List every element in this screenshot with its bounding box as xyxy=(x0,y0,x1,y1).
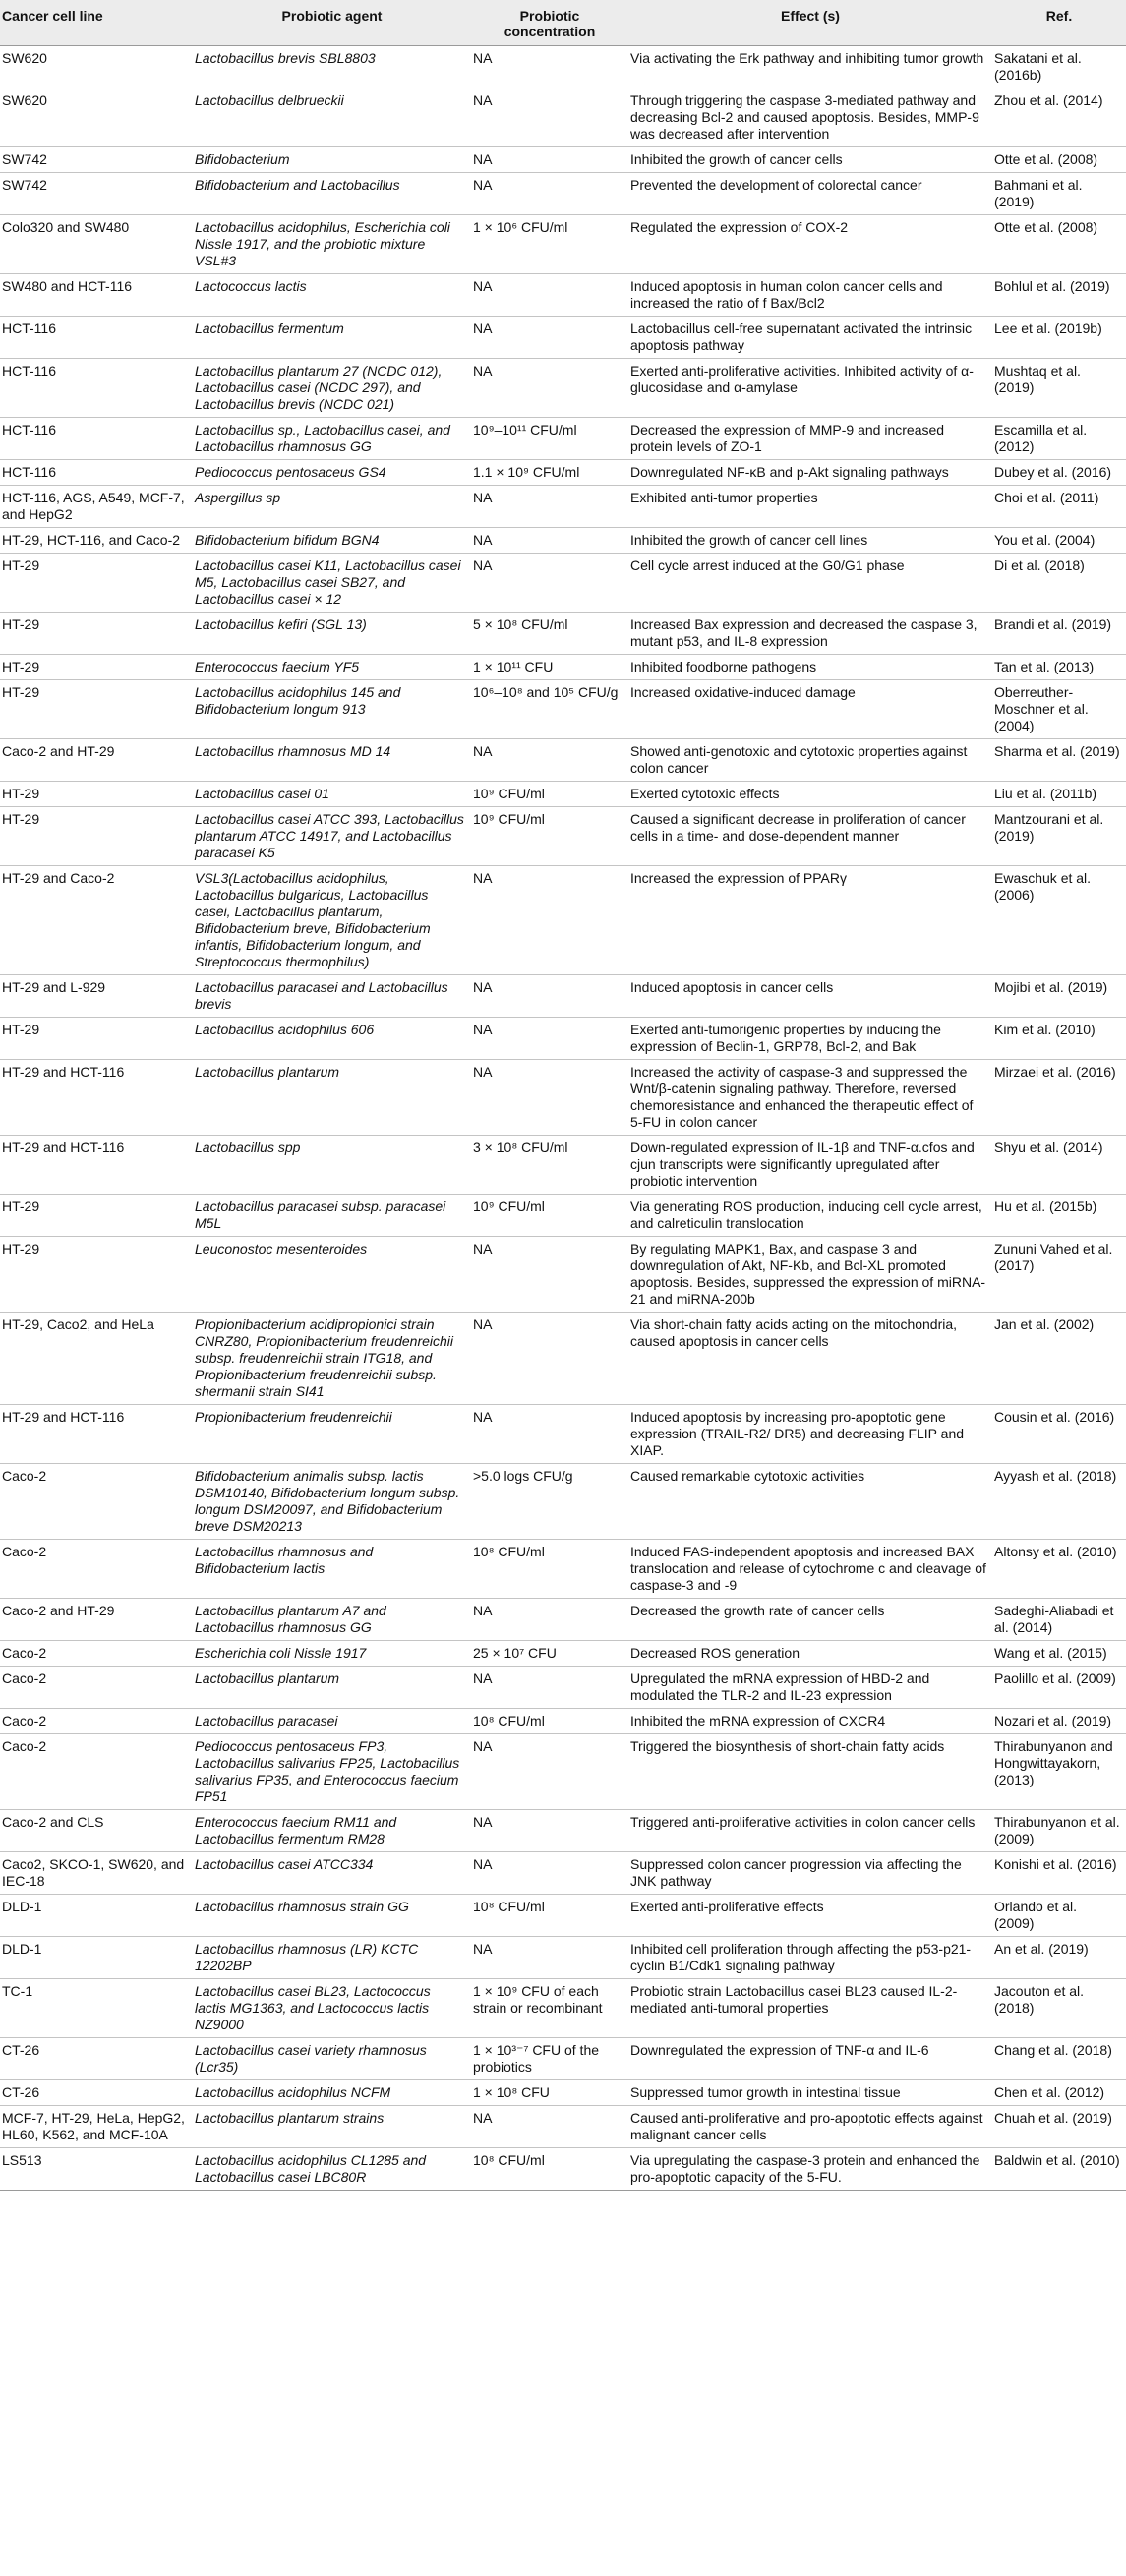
header-row xyxy=(0,0,1126,46)
probiotic-agent-cell: Propionibacterium freudenreichii xyxy=(193,1405,471,1464)
effect-cell: Caused remarkable cytotoxic activities xyxy=(628,1464,992,1540)
cell-line-cell: HT-29, Caco2, and HeLa xyxy=(0,1313,193,1405)
concentration-cell: 1 × 10⁶ CFU/ml xyxy=(471,215,628,274)
ref-cell: Lee et al. (2019b) xyxy=(992,317,1126,359)
table-row xyxy=(0,147,1126,173)
ref-cell: Wang et al. (2015) xyxy=(992,1641,1126,1667)
effect-cell: Through triggering the caspase 3-mediated pathway and decreasing Bcl-2 and caused apoptosis. Besides, MMP-9 was decreased after intervention xyxy=(628,88,992,147)
table-row xyxy=(0,807,1126,866)
ref-cell: Bohlul et al. (2019) xyxy=(992,274,1126,317)
table-row xyxy=(0,613,1126,655)
concentration-cell: 10⁸ CFU/ml xyxy=(471,1540,628,1599)
effect-cell: Regulated the expression of COX-2 xyxy=(628,215,992,274)
probiotic-agent-cell: Lactobacillus casei BL23, Lactococcus lactis MG1363, and Lactococcus lactis NZ9000 xyxy=(193,1979,471,2038)
probiotic-agent-cell: Lactobacillus plantarum 27 (NCDC 012), Lactobacillus casei (NCDC 297), and Lactobacillus brevis (NCDC 021) xyxy=(193,359,471,418)
ref-cell: Mojibi et al. (2019) xyxy=(992,975,1126,1018)
table-row xyxy=(0,486,1126,528)
probiotic-agent-cell: Lactobacillus acidophilus NCFM xyxy=(193,2080,471,2106)
ref-cell: Cousin et al. (2016) xyxy=(992,1405,1126,1464)
effect-cell: Via activating the Erk pathway and inhibiting tumor growth xyxy=(628,46,992,88)
concentration-cell: NA xyxy=(471,554,628,613)
ref-cell: Mushtaq et al. (2019) xyxy=(992,359,1126,418)
concentration-cell: NA xyxy=(471,1018,628,1060)
concentration-cell: NA xyxy=(471,1810,628,1852)
header-ref: Ref. xyxy=(992,0,1126,46)
cell-line-cell: Caco-2 and CLS xyxy=(0,1810,193,1852)
probiotic-agent-cell: Leuconostoc mesenteroides xyxy=(193,1237,471,1313)
table-row xyxy=(0,2148,1126,2191)
ref-cell: Escamilla et al. (2012) xyxy=(992,418,1126,460)
ref-cell: Nozari et al. (2019) xyxy=(992,1709,1126,1734)
cell-line-cell: HCT-116 xyxy=(0,317,193,359)
ref-cell: Zhou et al. (2014) xyxy=(992,88,1126,147)
probiotic-agent-cell: Lactobacillus plantarum strains xyxy=(193,2106,471,2148)
ref-cell: Kim et al. (2010) xyxy=(992,1018,1126,1060)
ref-cell: Bahmani et al. (2019) xyxy=(992,173,1126,215)
probiotic-agent-cell: Aspergillus sp xyxy=(193,486,471,528)
table-row xyxy=(0,1979,1126,2038)
effect-cell: Decreased the growth rate of cancer cells xyxy=(628,1599,992,1641)
cell-line-cell: SW742 xyxy=(0,173,193,215)
effect-cell: Upregulated the mRNA expression of HBD-2 and modulated the TLR-2 and IL-23 expression xyxy=(628,1667,992,1709)
concentration-cell: 5 × 10⁸ CFU/ml xyxy=(471,613,628,655)
probiotic-agent-cell: Lactobacillus acidophilus 606 xyxy=(193,1018,471,1060)
effect-cell: Caused a significant decrease in proliferation of cancer cells in a time- and dose-dependent manner xyxy=(628,807,992,866)
table-row xyxy=(0,1810,1126,1852)
concentration-cell: 10⁹ CFU/ml xyxy=(471,807,628,866)
probiotic-agent-cell: Lactobacillus fermentum xyxy=(193,317,471,359)
effect-cell: Inhibited the growth of cancer cells xyxy=(628,147,992,173)
probiotic-agent-cell: Lactobacillus brevis SBL8803 xyxy=(193,46,471,88)
effect-cell: Induced apoptosis in human colon cancer cells and increased the ratio of f Bax/Bcl2 xyxy=(628,274,992,317)
ref-cell: Mantzourani et al. (2019) xyxy=(992,807,1126,866)
effect-cell: Induced FAS-independent apoptosis and increased BAX translocation and release of cytochrome c and cleavage of caspase-3 and -9 xyxy=(628,1540,992,1599)
concentration-cell: 1 × 10¹¹ CFU xyxy=(471,655,628,680)
table-row xyxy=(0,1018,1126,1060)
concentration-cell: 25 × 10⁷ CFU xyxy=(471,1641,628,1667)
effect-cell: Down-regulated expression of IL-1β and TNF-α.cfos and cjun transcripts were significantly upregulated after probiotic intervention xyxy=(628,1136,992,1195)
probiotic-agent-cell: Lactobacillus plantarum A7 and Lactobacillus rhamnosus GG xyxy=(193,1599,471,1641)
probiotic-agent-cell: Pediococcus pentosaceus FP3, Lactobacillus salivarius FP25, Lactobacillus salivarius FP35, and Enterococcus faecium FP51 xyxy=(193,1734,471,1810)
table-row xyxy=(0,1237,1126,1313)
concentration-cell: 10⁹ CFU/ml xyxy=(471,782,628,807)
effect-cell: Triggered the biosynthesis of short-chain fatty acids xyxy=(628,1734,992,1810)
header-effects: Effect (s) xyxy=(628,0,992,46)
concentration-cell: NA xyxy=(471,274,628,317)
probiotic-agent-cell: Lactobacillus acidophilus, Escherichia coli Nissle 1917, and the probiotic mixture VSL#3 xyxy=(193,215,471,274)
cell-line-cell: HT-29 xyxy=(0,807,193,866)
probiotic-agent-cell: Lactobacillus acidophilus 145 and Bifidobacterium longum 913 xyxy=(193,680,471,739)
table-row xyxy=(0,1136,1126,1195)
table-row xyxy=(0,1313,1126,1405)
cell-line-cell: HT-29 xyxy=(0,1018,193,1060)
concentration-cell: 10⁸ CFU/ml xyxy=(471,2148,628,2191)
cell-line-cell: CT-26 xyxy=(0,2080,193,2106)
table-body xyxy=(0,46,1126,2191)
effect-cell: Downregulated the expression of TNF-α and IL-6 xyxy=(628,2038,992,2080)
table-row xyxy=(0,1852,1126,1895)
cell-line-cell: HT-29 xyxy=(0,1237,193,1313)
ref-cell: Choi et al. (2011) xyxy=(992,486,1126,528)
ref-cell: Chuah et al. (2019) xyxy=(992,2106,1126,2148)
probiotic-agent-cell: Lactobacillus casei variety rhamnosus (Lcr35) xyxy=(193,2038,471,2080)
cell-line-cell: HT-29 and HCT-116 xyxy=(0,1060,193,1136)
table-row xyxy=(0,1195,1126,1237)
effect-cell: Increased the activity of caspase-3 and suppressed the Wnt/β-catenin signaling pathway. Therefore, reversed chemoresistance and enhanced the therapeutic effect of 5-FU in colon cancer xyxy=(628,1060,992,1136)
effect-cell: Increased oxidative-induced damage xyxy=(628,680,992,739)
table-row xyxy=(0,655,1126,680)
concentration-cell: NA xyxy=(471,739,628,782)
table-row xyxy=(0,2106,1126,2148)
probiotic-agent-cell: Lactobacillus paracasei and Lactobacillus brevis xyxy=(193,975,471,1018)
cell-line-cell: SW480 and HCT-116 xyxy=(0,274,193,317)
probiotic-agent-cell: Enterococcus faecium RM11 and Lactobacillus fermentum RM28 xyxy=(193,1810,471,1852)
table-row xyxy=(0,1667,1126,1709)
cell-line-cell: SW742 xyxy=(0,147,193,173)
effect-cell: Induced apoptosis by increasing pro-apoptotic gene expression (TRAIL-R2/ DR5) and decreasing FLIP and XIAP. xyxy=(628,1405,992,1464)
concentration-cell: NA xyxy=(471,2106,628,2148)
ref-cell: Jan et al. (2002) xyxy=(992,1313,1126,1405)
effect-cell: By regulating MAPK1, Bax, and caspase 3 and downregulation of Akt, NF-Kb, and Bcl-XL promoted apoptosis. Besides, suppressed the expression of miRNA-21 and miRNA-200b xyxy=(628,1237,992,1313)
effect-cell: Inhibited the growth of cancer cell lines xyxy=(628,528,992,554)
effect-cell: Triggered anti-proliferative activities in colon cancer cells xyxy=(628,1810,992,1852)
concentration-cell: 1 × 10⁸ CFU xyxy=(471,2080,628,2106)
concentration-cell: 10⁸ CFU/ml xyxy=(471,1895,628,1937)
concentration-cell: NA xyxy=(471,1237,628,1313)
effect-cell: Lactobacillus cell-free supernatant activated the intrinsic apoptosis pathway xyxy=(628,317,992,359)
concentration-cell: NA xyxy=(471,1852,628,1895)
cell-line-cell: HCT-116 xyxy=(0,359,193,418)
ref-cell: Tan et al. (2013) xyxy=(992,655,1126,680)
ref-cell: Konishi et al. (2016) xyxy=(992,1852,1126,1895)
ref-cell: Sadeghi-Aliabadi et al. (2014) xyxy=(992,1599,1126,1641)
table-row xyxy=(0,1734,1126,1810)
concentration-cell: NA xyxy=(471,866,628,975)
table-row xyxy=(0,173,1126,215)
cell-line-cell: HCT-116 xyxy=(0,460,193,486)
cell-line-cell: TC-1 xyxy=(0,1979,193,2038)
effect-cell: Inhibited the mRNA expression of CXCR4 xyxy=(628,1709,992,1734)
table-row xyxy=(0,866,1126,975)
effect-cell: Suppressed tumor growth in intestinal tissue xyxy=(628,2080,992,2106)
ref-cell: Hu et al. (2015b) xyxy=(992,1195,1126,1237)
ref-cell: Mirzaei et al. (2016) xyxy=(992,1060,1126,1136)
cell-line-cell: CT-26 xyxy=(0,2038,193,2080)
concentration-cell: NA xyxy=(471,1313,628,1405)
cell-line-cell: HCT-116 xyxy=(0,418,193,460)
probiotic-agent-cell: Bifidobacterium animalis subsp. lactis DSM10140, Bifidobacterium longum subsp. longum DSM20097, and Bifidobacterium breve DSM20213 xyxy=(193,1464,471,1540)
cell-line-cell: HT-29 xyxy=(0,554,193,613)
ref-cell: Altonsy et al. (2010) xyxy=(992,1540,1126,1599)
effect-cell: Via generating ROS production, inducing cell cycle arrest, and calreticulin translocation xyxy=(628,1195,992,1237)
concentration-cell: NA xyxy=(471,147,628,173)
concentration-cell: 10⁹ CFU/ml xyxy=(471,1195,628,1237)
concentration-cell: NA xyxy=(471,1937,628,1979)
probiotic-agent-cell: Pediococcus pentosaceus GS4 xyxy=(193,460,471,486)
table-row xyxy=(0,317,1126,359)
table-row xyxy=(0,46,1126,88)
effect-cell: Exerted anti-proliferative activities. Inhibited activity of α-glucosidase and α-amylase xyxy=(628,359,992,418)
probiotic-agent-cell: Lactobacillus rhamnosus and Bifidobacterium lactis xyxy=(193,1540,471,1599)
effect-cell: Inhibited foodborne pathogens xyxy=(628,655,992,680)
cell-line-cell: HT-29 xyxy=(0,1195,193,1237)
cell-line-cell: HT-29 and HCT-116 xyxy=(0,1136,193,1195)
table-row xyxy=(0,2080,1126,2106)
probiotic-agent-cell: Propionibacterium acidipropionici strain CNRZ80, Propionibacterium freudenreichii subsp. freudenreichii strain ITG18, and Propionibacterium freudenreichii subsp. shermanii strain SI41 xyxy=(193,1313,471,1405)
effect-cell: Suppressed colon cancer progression via affecting the JNK pathway xyxy=(628,1852,992,1895)
header-probiotic-agent: Probiotic agent xyxy=(193,0,471,46)
effect-cell: Decreased the expression of MMP-9 and increased protein levels of ZO-1 xyxy=(628,418,992,460)
header-cancer-cell-line: Cancer cell line xyxy=(0,0,193,46)
table-row xyxy=(0,680,1126,739)
table-row xyxy=(0,460,1126,486)
effect-cell: Via short-chain fatty acids acting on the mitochondria, caused apoptosis in cancer cells xyxy=(628,1313,992,1405)
probiotic-agent-cell: Escherichia coli Nissle 1917 xyxy=(193,1641,471,1667)
ref-cell: An et al. (2019) xyxy=(992,1937,1126,1979)
probiotic-agent-cell: Lactobacillus delbrueckii xyxy=(193,88,471,147)
ref-cell: Oberreuther-Moschner et al. (2004) xyxy=(992,680,1126,739)
probiotic-agent-cell: Lactobacillus casei 01 xyxy=(193,782,471,807)
ref-cell: Ewaschuk et al. (2006) xyxy=(992,866,1126,975)
cell-line-cell: DLD-1 xyxy=(0,1937,193,1979)
cell-line-cell: HT-29 xyxy=(0,680,193,739)
table-row xyxy=(0,2038,1126,2080)
ref-cell: Paolillo et al. (2009) xyxy=(992,1667,1126,1709)
table-row xyxy=(0,359,1126,418)
ref-cell: Baldwin et al. (2010) xyxy=(992,2148,1126,2191)
cell-line-cell: Caco-2 xyxy=(0,1709,193,1734)
probiotic-agent-cell: Lactobacillus casei ATCC 393, Lactobacillus plantarum ATCC 14917, and Lactobacillus paracasei K5 xyxy=(193,807,471,866)
ref-cell: Chen et al. (2012) xyxy=(992,2080,1126,2106)
table-row xyxy=(0,1599,1126,1641)
table-header xyxy=(0,0,1126,46)
cell-line-cell: DLD-1 xyxy=(0,1895,193,1937)
effect-cell: Decreased ROS generation xyxy=(628,1641,992,1667)
concentration-cell: NA xyxy=(471,88,628,147)
table-row xyxy=(0,88,1126,147)
ref-cell: Thirabunyanon et al. (2009) xyxy=(992,1810,1126,1852)
concentration-cell: NA xyxy=(471,1667,628,1709)
probiotic-agent-cell: Bifidobacterium bifidum BGN4 xyxy=(193,528,471,554)
ref-cell: Di et al. (2018) xyxy=(992,554,1126,613)
cell-line-cell: HT-29 xyxy=(0,782,193,807)
cell-line-cell: Caco-2 xyxy=(0,1464,193,1540)
concentration-cell: 1 × 10⁹ CFU of each strain or recombinant xyxy=(471,1979,628,2038)
ref-cell: Sakatani et al. (2016b) xyxy=(992,46,1126,88)
table-row xyxy=(0,418,1126,460)
effect-cell: Exhibited anti-tumor properties xyxy=(628,486,992,528)
cell-line-cell: Caco-2 xyxy=(0,1734,193,1810)
cell-line-cell: Caco-2 xyxy=(0,1540,193,1599)
probiotic-agent-cell: Lactobacillus rhamnosus strain GG xyxy=(193,1895,471,1937)
ref-cell: Zununi Vahed et al. (2017) xyxy=(992,1237,1126,1313)
ref-cell: You et al. (2004) xyxy=(992,528,1126,554)
cell-line-cell: HT-29, HCT-116, and Caco-2 xyxy=(0,528,193,554)
table-row xyxy=(0,739,1126,782)
ref-cell: Dubey et al. (2016) xyxy=(992,460,1126,486)
cell-line-cell: HT-29 xyxy=(0,613,193,655)
cell-line-cell: MCF-7, HT-29, HeLa, HepG2, HL60, K562, and MCF-10A xyxy=(0,2106,193,2148)
table-row xyxy=(0,1895,1126,1937)
probiotic-agent-cell: Bifidobacterium xyxy=(193,147,471,173)
concentration-cell: NA xyxy=(471,359,628,418)
effect-cell: Exerted anti-tumorigenic properties by inducing the expression of Beclin-1, GRP78, Bcl-2, and Bak xyxy=(628,1018,992,1060)
probiotic-agent-cell: Lactobacillus casei ATCC334 xyxy=(193,1852,471,1895)
cell-line-cell: HT-29 and Caco-2 xyxy=(0,866,193,975)
cell-line-cell: HCT-116, AGS, A549, MCF-7, and HepG2 xyxy=(0,486,193,528)
probiotic-agent-cell: Lactobacillus plantarum xyxy=(193,1667,471,1709)
table-row xyxy=(0,975,1126,1018)
ref-cell: Jacouton et al. (2018) xyxy=(992,1979,1126,2038)
cell-line-cell: HT-29 xyxy=(0,655,193,680)
concentration-cell: NA xyxy=(471,317,628,359)
probiotic-agent-cell: Lactobacillus spp xyxy=(193,1136,471,1195)
probiotic-agent-cell: Bifidobacterium and Lactobacillus xyxy=(193,173,471,215)
cell-line-cell: Caco-2 and HT-29 xyxy=(0,1599,193,1641)
concentration-cell: NA xyxy=(471,173,628,215)
cell-line-cell: Caco-2 xyxy=(0,1667,193,1709)
concentration-cell: NA xyxy=(471,1734,628,1810)
table-row xyxy=(0,1641,1126,1667)
cell-line-cell: LS513 xyxy=(0,2148,193,2191)
ref-cell: Thirabunyanon and Hongwittayakorn, (2013) xyxy=(992,1734,1126,1810)
concentration-cell: 1.1 × 10⁹ CFU/ml xyxy=(471,460,628,486)
effect-cell: Cell cycle arrest induced at the G0/G1 phase xyxy=(628,554,992,613)
effect-cell: Induced apoptosis in cancer cells xyxy=(628,975,992,1018)
concentration-cell: NA xyxy=(471,975,628,1018)
probiotic-agent-cell: Lactobacillus plantarum xyxy=(193,1060,471,1136)
ref-cell: Liu et al. (2011b) xyxy=(992,782,1126,807)
effect-cell: Inhibited cell proliferation through affecting the p53-p21-cyclin B1/Cdk1 signaling pathway xyxy=(628,1937,992,1979)
table-row xyxy=(0,1464,1126,1540)
ref-cell: Otte et al. (2008) xyxy=(992,147,1126,173)
effect-cell: Increased the expression of PPARγ xyxy=(628,866,992,975)
table-row xyxy=(0,274,1126,317)
concentration-cell: NA xyxy=(471,528,628,554)
concentration-cell: >5.0 logs CFU/g xyxy=(471,1464,628,1540)
table-row xyxy=(0,1709,1126,1734)
cell-line-cell: Caco-2 xyxy=(0,1641,193,1667)
concentration-cell: 1 × 10³⁻⁷ CFU of the probiotics xyxy=(471,2038,628,2080)
probiotic-agent-cell: Lactobacillus sp., Lactobacillus casei, and Lactobacillus rhamnosus GG xyxy=(193,418,471,460)
cell-line-cell: Caco-2 and HT-29 xyxy=(0,739,193,782)
ref-cell: Orlando et al. (2009) xyxy=(992,1895,1126,1937)
concentration-cell: NA xyxy=(471,486,628,528)
concentration-cell: NA xyxy=(471,46,628,88)
cell-line-cell: SW620 xyxy=(0,46,193,88)
effect-cell: Via upregulating the caspase-3 protein and enhanced the pro-apoptotic capacity of the 5-FU. xyxy=(628,2148,992,2191)
ref-cell: Sharma et al. (2019) xyxy=(992,739,1126,782)
ref-cell: Shyu et al. (2014) xyxy=(992,1136,1126,1195)
probiotic-agent-cell: Lactobacillus acidophilus CL1285 and Lactobacillus casei LBC80R xyxy=(193,2148,471,2191)
effect-cell: Downregulated NF-κB and p-Akt signaling pathways xyxy=(628,460,992,486)
probiotic-agent-cell: Lactobacillus casei K11, Lactobacillus casei M5, Lactobacillus casei SB27, and Lactobacillus casei × 12 xyxy=(193,554,471,613)
probiotic-agent-cell: Enterococcus faecium YF5 xyxy=(193,655,471,680)
header-probiotic-concentration: Probiotic concentration xyxy=(471,0,628,46)
probiotic-agent-cell: Lactobacillus rhamnosus MD 14 xyxy=(193,739,471,782)
probiotic-agent-cell: Lactobacillus paracasei subsp. paracasei M5L xyxy=(193,1195,471,1237)
effect-cell: Showed anti-genotoxic and cytotoxic properties against colon cancer xyxy=(628,739,992,782)
table-row xyxy=(0,554,1126,613)
concentration-cell: 3 × 10⁸ CFU/ml xyxy=(471,1136,628,1195)
probiotic-agent-cell: Lactobacillus kefiri (SGL 13) xyxy=(193,613,471,655)
effect-cell: Exerted anti-proliferative effects xyxy=(628,1895,992,1937)
effect-cell: Probiotic strain Lactobacillus casei BL23 caused IL-2-mediated anti-tumoral properties xyxy=(628,1979,992,2038)
concentration-cell: 10⁸ CFU/ml xyxy=(471,1709,628,1734)
cell-line-cell: HT-29 and HCT-116 xyxy=(0,1405,193,1464)
effect-cell: Caused anti-proliferative and pro-apoptotic effects against malignant cancer cells xyxy=(628,2106,992,2148)
cell-line-cell: Colo320 and SW480 xyxy=(0,215,193,274)
concentration-cell: 10⁹–10¹¹ CFU/ml xyxy=(471,418,628,460)
concentration-cell: NA xyxy=(471,1599,628,1641)
concentration-cell: NA xyxy=(471,1060,628,1136)
table-row xyxy=(0,1060,1126,1136)
table-row xyxy=(0,782,1126,807)
table-row xyxy=(0,215,1126,274)
effect-cell: Prevented the development of colorectal cancer xyxy=(628,173,992,215)
effect-cell: Exerted cytotoxic effects xyxy=(628,782,992,807)
effect-cell: Increased Bax expression and decreased the caspase 3, mutant p53, and IL-8 expression xyxy=(628,613,992,655)
probiotic-agent-cell: Lactococcus lactis xyxy=(193,274,471,317)
ref-cell: Ayyash et al. (2018) xyxy=(992,1464,1126,1540)
ref-cell: Brandi et al. (2019) xyxy=(992,613,1126,655)
table-row xyxy=(0,528,1126,554)
concentration-cell: NA xyxy=(471,1405,628,1464)
concentration-cell: 10⁶–10⁸ and 10⁵ CFU/g xyxy=(471,680,628,739)
probiotic-agent-cell: Lactobacillus paracasei xyxy=(193,1709,471,1734)
table-row xyxy=(0,1937,1126,1979)
table-row xyxy=(0,1405,1126,1464)
cell-line-cell: Caco2, SKCO-1, SW620, and IEC-18 xyxy=(0,1852,193,1895)
table-row xyxy=(0,1540,1126,1599)
cell-line-cell: HT-29 and L-929 xyxy=(0,975,193,1018)
probiotic-agent-cell: VSL3(Lactobacillus acidophilus, Lactobacillus bulgaricus, Lactobacillus casei, Lactobacillus plantarum, Bifidobacterium breve, Bifidobacterium infantis, Bifidobacterium longum, and Streptococcus thermophilus) xyxy=(193,866,471,975)
ref-cell: Chang et al. (2018) xyxy=(992,2038,1126,2080)
probiotic-agent-cell: Lactobacillus rhamnosus (LR) KCTC 12202BP xyxy=(193,1937,471,1979)
ref-cell: Otte et al. (2008) xyxy=(992,215,1126,274)
cell-line-cell: SW620 xyxy=(0,88,193,147)
